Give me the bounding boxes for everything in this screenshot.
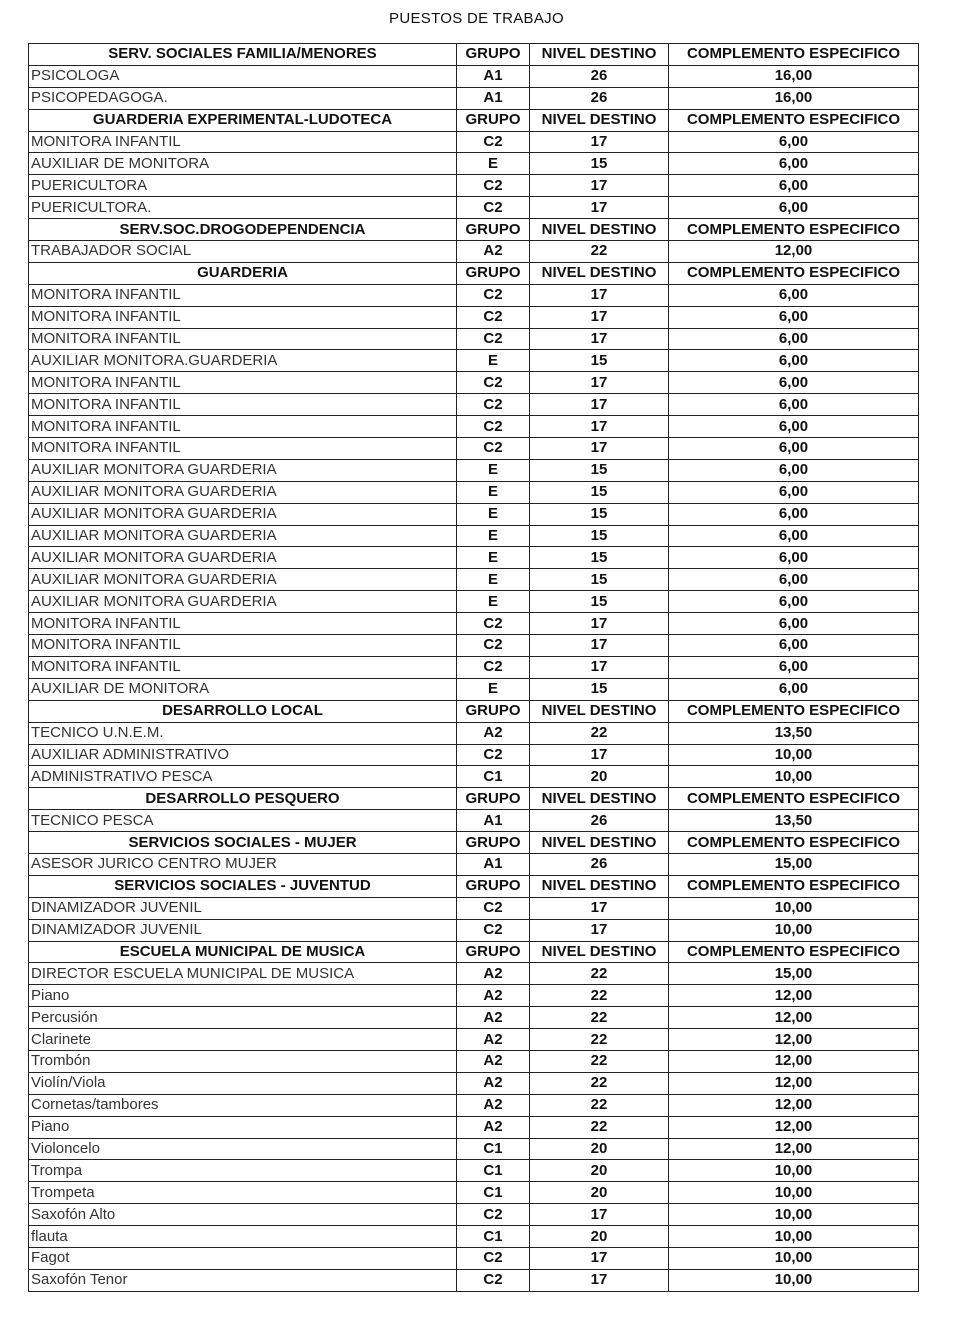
complemento-especifico-cell: 10,00 [669, 919, 919, 941]
table-row [29, 1050, 919, 1072]
nivel-destino-cell: 15 [530, 525, 669, 547]
puesto-cell: ASESOR JURICO CENTRO MUJER [29, 853, 457, 875]
nivel-destino-cell: 17 [530, 438, 669, 460]
grupo-cell: C1 [457, 766, 530, 788]
table-row [29, 1029, 919, 1051]
grupo-cell: A2 [457, 1094, 530, 1116]
section-header-row [29, 875, 919, 897]
nivel-destino-cell: 26 [530, 853, 669, 875]
nivel-destino-header: NIVEL DESTINO [530, 875, 669, 897]
section-name: SERV.SOC.DROGODEPENDENCIA [29, 219, 457, 241]
grupo-cell: C2 [457, 1204, 530, 1226]
nivel-destino-cell: 17 [530, 175, 669, 197]
nivel-destino-cell: 20 [530, 1138, 669, 1160]
table-row [29, 766, 919, 788]
grupo-header: GRUPO [457, 941, 530, 963]
complemento-especifico-cell: 10,00 [669, 897, 919, 919]
section-header-row [29, 219, 919, 241]
puestos-table-body [29, 44, 919, 1292]
table-row [29, 1138, 919, 1160]
nivel-destino-cell: 17 [530, 1204, 669, 1226]
section-name: ESCUELA MUNICIPAL DE MUSICA [29, 941, 457, 963]
table-row [29, 919, 919, 941]
grupo-cell: E [457, 525, 530, 547]
nivel-destino-cell: 20 [530, 1160, 669, 1182]
page-title: PUESTOS DE TRABAJO [389, 10, 564, 27]
grupo-header: GRUPO [457, 788, 530, 810]
nivel-destino-cell: 17 [530, 197, 669, 219]
table-row [29, 503, 919, 525]
puesto-cell: Trompa [29, 1160, 457, 1182]
complemento-especifico-cell: 6,00 [669, 481, 919, 503]
table-row [29, 328, 919, 350]
table-row [29, 350, 919, 372]
grupo-cell: C1 [457, 1182, 530, 1204]
complemento-especifico-header: COMPLEMENTO ESPECIFICO [669, 262, 919, 284]
complemento-especifico-cell: 6,00 [669, 328, 919, 350]
grupo-cell: C2 [457, 919, 530, 941]
complemento-especifico-cell: 10,00 [669, 1226, 919, 1248]
grupo-cell: C2 [457, 284, 530, 306]
grupo-cell: E [457, 350, 530, 372]
table-row [29, 1269, 919, 1291]
puesto-cell: Saxofón Tenor [29, 1269, 457, 1291]
grupo-cell: A2 [457, 1050, 530, 1072]
grupo-header: GRUPO [457, 875, 530, 897]
nivel-destino-cell: 22 [530, 241, 669, 263]
complemento-especifico-cell: 6,00 [669, 306, 919, 328]
section-header-row [29, 44, 919, 66]
puesto-cell: AUXILIAR MONITORA GUARDERIA [29, 481, 457, 503]
section-name: SERV. SOCIALES FAMILIA/MENORES [29, 44, 457, 66]
nivel-destino-cell: 20 [530, 766, 669, 788]
grupo-header: GRUPO [457, 109, 530, 131]
grupo-cell: A2 [457, 1116, 530, 1138]
complemento-especifico-cell: 6,00 [669, 284, 919, 306]
complemento-especifico-cell: 12,00 [669, 1116, 919, 1138]
complemento-especifico-cell: 12,00 [669, 1138, 919, 1160]
table-row [29, 153, 919, 175]
complemento-especifico-cell: 16,00 [669, 65, 919, 87]
table-row [29, 394, 919, 416]
complemento-especifico-cell: 6,00 [669, 525, 919, 547]
nivel-destino-cell: 15 [530, 459, 669, 481]
grupo-cell: C2 [457, 175, 530, 197]
puesto-cell: MONITORA INFANTIL [29, 613, 457, 635]
grupo-cell: E [457, 569, 530, 591]
complemento-especifico-cell: 10,00 [669, 1182, 919, 1204]
puesto-cell: MONITORA INFANTIL [29, 306, 457, 328]
nivel-destino-cell: 17 [530, 613, 669, 635]
table-row [29, 1007, 919, 1029]
nivel-destino-cell: 22 [530, 1007, 669, 1029]
nivel-destino-cell: 17 [530, 656, 669, 678]
section-name: SERVICIOS SOCIALES - MUJER [29, 832, 457, 854]
section-header-row [29, 788, 919, 810]
table-row [29, 1116, 919, 1138]
section-name: GUARDERIA [29, 262, 457, 284]
puesto-cell: PUERICULTORA [29, 175, 457, 197]
table-row [29, 416, 919, 438]
complemento-especifico-cell: 6,00 [669, 591, 919, 613]
section-name: DESARROLLO PESQUERO [29, 788, 457, 810]
table-row [29, 722, 919, 744]
complemento-especifico-cell: 12,00 [669, 1050, 919, 1072]
table-row [29, 656, 919, 678]
table-row [29, 197, 919, 219]
grupo-cell: C2 [457, 394, 530, 416]
complemento-especifico-cell: 6,00 [669, 350, 919, 372]
complemento-especifico-cell: 6,00 [669, 547, 919, 569]
complemento-especifico-cell: 6,00 [669, 635, 919, 657]
complemento-especifico-cell: 6,00 [669, 613, 919, 635]
section-name: GUARDERIA EXPERIMENTAL-LUDOTECA [29, 109, 457, 131]
puesto-cell: MONITORA INFANTIL [29, 394, 457, 416]
table-row [29, 65, 919, 87]
puesto-cell: MONITORA INFANTIL [29, 372, 457, 394]
puesto-cell: TRABAJADOR SOCIAL [29, 241, 457, 263]
grupo-cell: A1 [457, 65, 530, 87]
complemento-especifico-cell: 10,00 [669, 1204, 919, 1226]
puesto-cell: DINAMIZADOR JUVENIL [29, 919, 457, 941]
nivel-destino-header: NIVEL DESTINO [530, 788, 669, 810]
table-row [29, 547, 919, 569]
nivel-destino-cell: 26 [530, 87, 669, 109]
nivel-destino-cell: 15 [530, 547, 669, 569]
nivel-destino-cell: 20 [530, 1182, 669, 1204]
grupo-header: GRUPO [457, 700, 530, 722]
complemento-especifico-cell: 6,00 [669, 438, 919, 460]
puesto-cell: Fagot [29, 1247, 457, 1269]
puesto-cell: MONITORA INFANTIL [29, 131, 457, 153]
nivel-destino-cell: 17 [530, 897, 669, 919]
complemento-especifico-cell: 15,00 [669, 963, 919, 985]
grupo-cell: A2 [457, 1072, 530, 1094]
table-row [29, 1072, 919, 1094]
puesto-cell: AUXILIAR MONITORA.GUARDERIA [29, 350, 457, 372]
nivel-destino-cell: 15 [530, 481, 669, 503]
table-row [29, 372, 919, 394]
puesto-cell: AUXILIAR DE MONITORA [29, 678, 457, 700]
grupo-cell: A2 [457, 722, 530, 744]
complemento-especifico-cell: 16,00 [669, 87, 919, 109]
grupo-cell: C1 [457, 1160, 530, 1182]
complemento-especifico-cell: 12,00 [669, 985, 919, 1007]
grupo-cell: A2 [457, 241, 530, 263]
complemento-especifico-cell: 6,00 [669, 656, 919, 678]
nivel-destino-cell: 26 [530, 65, 669, 87]
section-header-row [29, 109, 919, 131]
nivel-destino-cell: 17 [530, 1247, 669, 1269]
puesto-cell: AUXILIAR MONITORA GUARDERIA [29, 547, 457, 569]
nivel-destino-header: NIVEL DESTINO [530, 832, 669, 854]
nivel-destino-cell: 22 [530, 1094, 669, 1116]
grupo-cell: C2 [457, 613, 530, 635]
grupo-cell: C2 [457, 1269, 530, 1291]
nivel-destino-cell: 15 [530, 503, 669, 525]
table-row [29, 591, 919, 613]
nivel-destino-cell: 26 [530, 810, 669, 832]
complemento-especifico-cell: 6,00 [669, 372, 919, 394]
grupo-cell: A2 [457, 1029, 530, 1051]
table-row [29, 438, 919, 460]
complemento-especifico-header: COMPLEMENTO ESPECIFICO [669, 109, 919, 131]
puesto-cell: Violoncelo [29, 1138, 457, 1160]
puestos-table [28, 43, 919, 1292]
complemento-especifico-header: COMPLEMENTO ESPECIFICO [669, 44, 919, 66]
table-row [29, 525, 919, 547]
nivel-destino-cell: 17 [530, 394, 669, 416]
table-row [29, 744, 919, 766]
puesto-cell: Trompeta [29, 1182, 457, 1204]
puesto-cell: AUXILIAR DE MONITORA [29, 153, 457, 175]
table-row [29, 241, 919, 263]
complemento-especifico-cell: 12,00 [669, 1094, 919, 1116]
grupo-cell: E [457, 153, 530, 175]
section-header-row [29, 262, 919, 284]
grupo-cell: A2 [457, 985, 530, 1007]
complemento-especifico-cell: 10,00 [669, 1269, 919, 1291]
complemento-especifico-header: COMPLEMENTO ESPECIFICO [669, 832, 919, 854]
complemento-especifico-header: COMPLEMENTO ESPECIFICO [669, 700, 919, 722]
puesto-cell: Clarinete [29, 1029, 457, 1051]
nivel-destino-cell: 17 [530, 635, 669, 657]
grupo-cell: C2 [457, 328, 530, 350]
puesto-cell: AUXILIAR MONITORA GUARDERIA [29, 503, 457, 525]
grupo-cell: C2 [457, 416, 530, 438]
nivel-destino-cell: 22 [530, 722, 669, 744]
complemento-especifico-cell: 12,00 [669, 1072, 919, 1094]
table-row [29, 1160, 919, 1182]
nivel-destino-header: NIVEL DESTINO [530, 219, 669, 241]
table-row [29, 87, 919, 109]
puesto-cell: Percusión [29, 1007, 457, 1029]
nivel-destino-cell: 15 [530, 569, 669, 591]
puesto-cell: DIRECTOR ESCUELA MUNICIPAL DE MUSICA [29, 963, 457, 985]
complemento-especifico-cell: 10,00 [669, 744, 919, 766]
nivel-destino-cell: 17 [530, 416, 669, 438]
nivel-destino-header: NIVEL DESTINO [530, 941, 669, 963]
puesto-cell: PSICOPEDAGOGA. [29, 87, 457, 109]
complemento-especifico-cell: 6,00 [669, 678, 919, 700]
grupo-cell: C2 [457, 306, 530, 328]
grupo-header: GRUPO [457, 44, 530, 66]
nivel-destino-cell: 20 [530, 1226, 669, 1248]
puesto-cell: Piano [29, 1116, 457, 1138]
nivel-destino-cell: 17 [530, 744, 669, 766]
table-row [29, 1094, 919, 1116]
nivel-destino-cell: 22 [530, 1116, 669, 1138]
grupo-cell: C1 [457, 1138, 530, 1160]
grupo-cell: E [457, 503, 530, 525]
table-row [29, 131, 919, 153]
table-row [29, 853, 919, 875]
nivel-destino-cell: 22 [530, 985, 669, 1007]
grupo-header: GRUPO [457, 219, 530, 241]
grupo-cell: C2 [457, 635, 530, 657]
grupo-cell: A1 [457, 810, 530, 832]
complemento-especifico-cell: 10,00 [669, 766, 919, 788]
puesto-cell: Cornetas/tambores [29, 1094, 457, 1116]
grupo-cell: C2 [457, 131, 530, 153]
grupo-cell: C2 [457, 372, 530, 394]
section-name: SERVICIOS SOCIALES - JUVENTUD [29, 875, 457, 897]
puesto-cell: MONITORA INFANTIL [29, 656, 457, 678]
nivel-destino-header: NIVEL DESTINO [530, 700, 669, 722]
table-row [29, 810, 919, 832]
grupo-cell: A1 [457, 853, 530, 875]
grupo-cell: E [457, 459, 530, 481]
complemento-especifico-cell: 6,00 [669, 131, 919, 153]
grupo-cell: C2 [457, 656, 530, 678]
nivel-destino-cell: 17 [530, 284, 669, 306]
complemento-especifico-cell: 10,00 [669, 1247, 919, 1269]
puesto-cell: TECNICO U.N.E.M. [29, 722, 457, 744]
nivel-destino-cell: 15 [530, 678, 669, 700]
grupo-header: GRUPO [457, 832, 530, 854]
complemento-especifico-cell: 6,00 [669, 569, 919, 591]
grupo-header: GRUPO [457, 262, 530, 284]
puesto-cell: AUXILIAR MONITORA GUARDERIA [29, 525, 457, 547]
table-row [29, 306, 919, 328]
puesto-cell: MONITORA INFANTIL [29, 438, 457, 460]
grupo-cell: C2 [457, 744, 530, 766]
puesto-cell: AUXILIAR ADMINISTRATIVO [29, 744, 457, 766]
complemento-especifico-cell: 6,00 [669, 153, 919, 175]
table-row [29, 613, 919, 635]
complemento-especifico-header: COMPLEMENTO ESPECIFICO [669, 788, 919, 810]
puesto-cell: TECNICO PESCA [29, 810, 457, 832]
table-row [29, 1204, 919, 1226]
table-row [29, 897, 919, 919]
grupo-cell: C2 [457, 897, 530, 919]
complemento-especifico-cell: 6,00 [669, 459, 919, 481]
puesto-cell: AUXILIAR MONITORA GUARDERIA [29, 569, 457, 591]
puesto-cell: PUERICULTORA. [29, 197, 457, 219]
grupo-cell: E [457, 547, 530, 569]
nivel-destino-cell: 17 [530, 1269, 669, 1291]
complemento-especifico-cell: 12,00 [669, 1007, 919, 1029]
table-row [29, 1182, 919, 1204]
nivel-destino-cell: 22 [530, 963, 669, 985]
nivel-destino-cell: 17 [530, 328, 669, 350]
puesto-cell: MONITORA INFANTIL [29, 284, 457, 306]
complemento-especifico-cell: 6,00 [669, 197, 919, 219]
grupo-cell: A2 [457, 1007, 530, 1029]
complemento-especifico-cell: 6,00 [669, 394, 919, 416]
puesto-cell: Trombón [29, 1050, 457, 1072]
puesto-cell: AUXILIAR MONITORA GUARDERIA [29, 459, 457, 481]
nivel-destino-cell: 15 [530, 350, 669, 372]
puesto-cell: AUXILIAR MONITORA GUARDERIA [29, 591, 457, 613]
nivel-destino-cell: 15 [530, 591, 669, 613]
nivel-destino-header: NIVEL DESTINO [530, 44, 669, 66]
table-row [29, 635, 919, 657]
complemento-especifico-cell: 12,00 [669, 1029, 919, 1051]
complemento-especifico-cell: 13,50 [669, 810, 919, 832]
table-row [29, 985, 919, 1007]
puesto-cell: flauta [29, 1226, 457, 1248]
grupo-cell: C2 [457, 438, 530, 460]
complemento-especifico-cell: 15,00 [669, 853, 919, 875]
complemento-especifico-cell: 6,00 [669, 416, 919, 438]
table-row [29, 175, 919, 197]
nivel-destino-cell: 15 [530, 153, 669, 175]
table-row [29, 569, 919, 591]
complemento-especifico-header: COMPLEMENTO ESPECIFICO [669, 941, 919, 963]
puesto-cell: Saxofón Alto [29, 1204, 457, 1226]
section-header-row [29, 700, 919, 722]
puesto-cell: ADMINISTRATIVO PESCA [29, 766, 457, 788]
complemento-especifico-cell: 6,00 [669, 175, 919, 197]
complemento-especifico-cell: 6,00 [669, 503, 919, 525]
nivel-destino-header: NIVEL DESTINO [530, 109, 669, 131]
nivel-destino-cell: 17 [530, 131, 669, 153]
grupo-cell: C2 [457, 1247, 530, 1269]
nivel-destino-cell: 22 [530, 1072, 669, 1094]
grupo-cell: E [457, 591, 530, 613]
table-row [29, 1247, 919, 1269]
nivel-destino-cell: 17 [530, 372, 669, 394]
table-row [29, 963, 919, 985]
grupo-cell: E [457, 481, 530, 503]
nivel-destino-cell: 22 [530, 1050, 669, 1072]
nivel-destino-cell: 22 [530, 1029, 669, 1051]
section-header-row [29, 832, 919, 854]
puesto-cell: Piano [29, 985, 457, 1007]
grupo-cell: A1 [457, 87, 530, 109]
table-row [29, 678, 919, 700]
grupo-cell: E [457, 678, 530, 700]
grupo-cell: C2 [457, 197, 530, 219]
table-row [29, 481, 919, 503]
puesto-cell: MONITORA INFANTIL [29, 328, 457, 350]
complemento-especifico-header: COMPLEMENTO ESPECIFICO [669, 219, 919, 241]
table-row [29, 1226, 919, 1248]
complemento-especifico-cell: 10,00 [669, 1160, 919, 1182]
puesto-cell: DINAMIZADOR JUVENIL [29, 897, 457, 919]
nivel-destino-cell: 17 [530, 306, 669, 328]
table-row [29, 459, 919, 481]
section-header-row [29, 941, 919, 963]
complemento-especifico-cell: 13,50 [669, 722, 919, 744]
nivel-destino-header: NIVEL DESTINO [530, 262, 669, 284]
grupo-cell: C1 [457, 1226, 530, 1248]
puesto-cell: MONITORA INFANTIL [29, 635, 457, 657]
puesto-cell: MONITORA INFANTIL [29, 416, 457, 438]
grupo-cell: A2 [457, 963, 530, 985]
puesto-cell: PSICOLOGA [29, 65, 457, 87]
puesto-cell: Violín/Viola [29, 1072, 457, 1094]
nivel-destino-cell: 17 [530, 919, 669, 941]
complemento-especifico-cell: 12,00 [669, 241, 919, 263]
section-name: DESARROLLO LOCAL [29, 700, 457, 722]
table-row [29, 284, 919, 306]
complemento-especifico-header: COMPLEMENTO ESPECIFICO [669, 875, 919, 897]
